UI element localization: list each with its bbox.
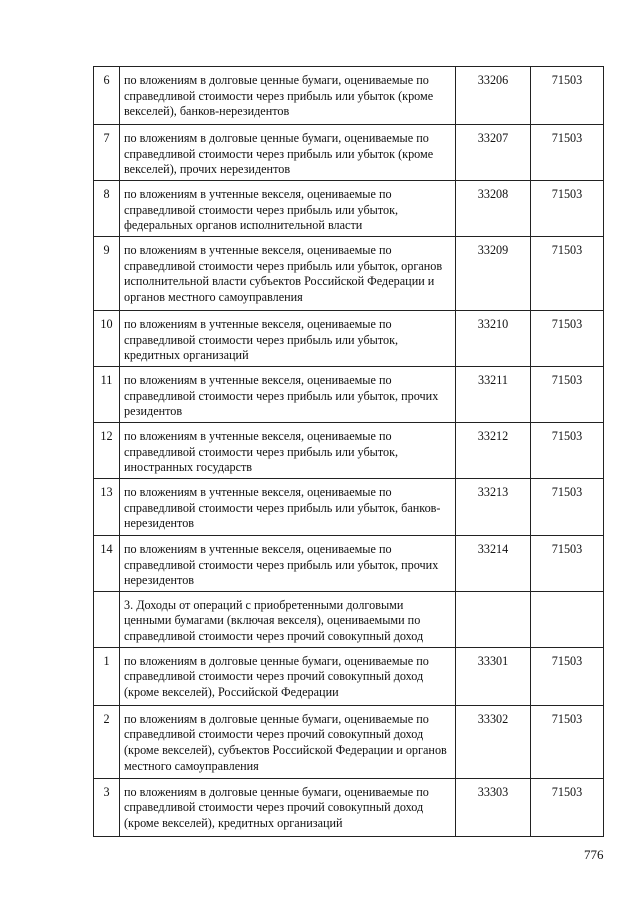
table-row (94, 647, 604, 705)
account-code-1: 33206 (456, 67, 531, 125)
row-number: 6 (94, 67, 120, 125)
row-number: 2 (94, 705, 120, 778)
row-description: по вложениям в долговые ценные бумаги, оцениваемые по справедливой стоимости через прочий совокупный доход (кроме векселей), субъектов Российской Федерации и органов местного самоуправления (120, 705, 456, 778)
account-code-1: 33301 (456, 647, 531, 705)
table-row (94, 237, 604, 311)
row-description: по вложениям в учтенные векселя, оцениваемые по справедливой стоимости через прибыль или убыток, прочих резидентов (120, 367, 456, 423)
row-number: 1 (94, 647, 120, 705)
account-code-1: 33208 (456, 181, 531, 237)
account-code-1: 33302 (456, 705, 531, 778)
row-number: 12 (94, 423, 120, 479)
row-description: по вложениям в учтенные векселя, оцениваемые по справедливой стоимости через прибыль или убыток, иностранных государств (120, 423, 456, 479)
document-table (93, 66, 604, 837)
row-description: по вложениям в долговые ценные бумаги, оцениваемые по справедливой стоимости через прибыль или убыток (кроме векселей), прочих нерезидентов (120, 125, 456, 181)
account-code-1: 33207 (456, 125, 531, 181)
page-number: 776 (584, 847, 604, 862)
account-code-1 (456, 591, 531, 647)
account-code-2 (531, 591, 604, 647)
account-code-2: 71503 (531, 479, 604, 536)
row-number: 3 (94, 778, 120, 836)
table-row (94, 479, 604, 536)
row-description: по вложениям в учтенные векселя, оцениваемые по справедливой стоимости через прибыль или убыток, федеральных органов исполнительной власти (120, 181, 456, 237)
account-code-1: 33210 (456, 311, 531, 367)
row-number: 7 (94, 125, 120, 181)
row-number: 13 (94, 479, 120, 536)
row-description: по вложениям в долговые ценные бумаги, оцениваемые по справедливой стоимости через прочий совокупный доход (кроме векселей), кредитных организаций (120, 778, 456, 836)
table-row (94, 181, 604, 237)
row-number: 14 (94, 536, 120, 592)
account-code-1: 33303 (456, 778, 531, 836)
account-code-2: 71503 (531, 705, 604, 778)
table-row (94, 705, 604, 778)
row-number: 11 (94, 367, 120, 423)
account-code-1: 33213 (456, 479, 531, 536)
account-code-2: 71503 (531, 237, 604, 311)
table-row (94, 591, 604, 647)
table-row (94, 423, 604, 479)
row-description: по вложениям в учтенные векселя, оцениваемые по справедливой стоимости через прибыль или убыток, органов исполнительной власти субъектов Российской Федерации и органов местного самоуправления (120, 237, 456, 311)
account-code-2: 71503 (531, 778, 604, 836)
account-code-2: 71503 (531, 181, 604, 237)
table-row (94, 125, 604, 181)
account-code-1: 33209 (456, 237, 531, 311)
account-code-1: 33211 (456, 367, 531, 423)
account-code-2: 71503 (531, 367, 604, 423)
row-number: 8 (94, 181, 120, 237)
table-body (94, 67, 604, 837)
account-code-2: 71503 (531, 125, 604, 181)
row-description: по вложениям в учтенные векселя, оцениваемые по справедливой стоимости через прибыль или убыток, прочих нерезидентов (120, 536, 456, 592)
row-description: по вложениям в учтенные векселя, оцениваемые по справедливой стоимости через прибыль или убыток, банков-нерезидентов (120, 479, 456, 536)
row-description: по вложениям в учтенные векселя, оцениваемые по справедливой стоимости через прибыль или убыток, кредитных организаций (120, 311, 456, 367)
account-code-1: 33212 (456, 423, 531, 479)
row-description: 3. Доходы от операций с приобретенными долговыми ценными бумагами (включая векселя), оцениваемыми по справедливой стоимости через прочий совокупный доход (120, 591, 456, 647)
table-row (94, 367, 604, 423)
account-code-2: 71503 (531, 423, 604, 479)
table-row (94, 67, 604, 125)
table-row (94, 311, 604, 367)
row-number: 9 (94, 237, 120, 311)
table-row (94, 778, 604, 836)
row-description: по вложениям в долговые ценные бумаги, оцениваемые по справедливой стоимости через прибыль или убыток (кроме векселей), банков-нерезидентов (120, 67, 456, 125)
account-code-2: 71503 (531, 536, 604, 592)
account-code-2: 71503 (531, 311, 604, 367)
row-number: 10 (94, 311, 120, 367)
account-code-1: 33214 (456, 536, 531, 592)
account-code-2: 71503 (531, 647, 604, 705)
account-code-2: 71503 (531, 67, 604, 125)
row-description: по вложениям в долговые ценные бумаги, оцениваемые по справедливой стоимости через прочий совокупный доход (кроме векселей), Российской Федерации (120, 647, 456, 705)
row-number (94, 591, 120, 647)
table-row (94, 536, 604, 592)
